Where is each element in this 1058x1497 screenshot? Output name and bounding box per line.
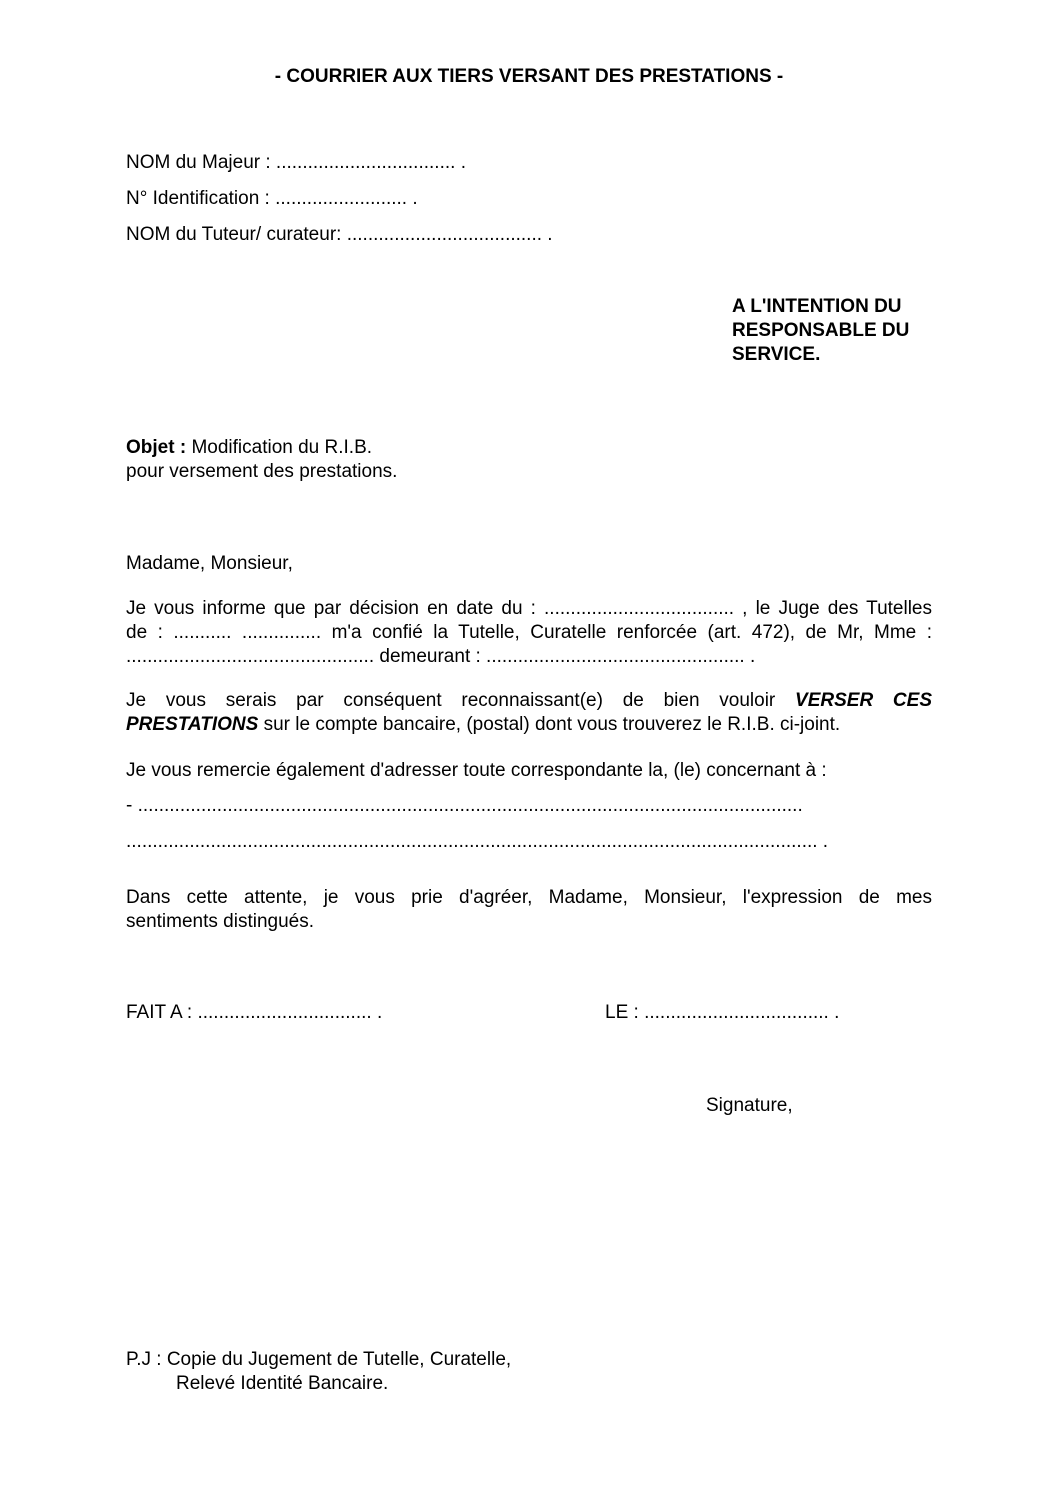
- objet-line-1: [126, 436, 372, 460]
- page-title: - COURRIER AUX TIERS VERSANT DES PRESTATIONS -: [274, 66, 784, 87]
- pj-line-1: P.J : Copie du Jugement de Tutelle, Curatelle,: [126, 1349, 512, 1370]
- para2-emphasis-2: PRESTATIONS: [126, 714, 259, 735]
- signature-label: Signature,: [706, 1095, 793, 1116]
- para2-line-2: [126, 713, 840, 737]
- dotted-line-1: - ..............................................................................................................................: [126, 795, 803, 816]
- le-field: LE : ................................... .: [605, 1002, 840, 1023]
- salutation: Madame, Monsieur,: [126, 553, 293, 574]
- identification-field: N° Identification : ......................... .: [126, 188, 418, 209]
- recipient-line-2: RESPONSABLE DU: [732, 320, 910, 341]
- objet-text: Modification du R.I.B.: [186, 437, 373, 458]
- objet-line-2: pour versement des prestations.: [126, 461, 398, 482]
- para2-line-2-text: sur le compte bancaire, (postal) dont vous trouverez le R.I.B. ci-joint.: [258, 714, 841, 735]
- para2-line-1-text: Je vous serais par conséquent reconnaissant(e) de bien vouloir: [126, 690, 776, 711]
- dotted-line-2: ................................................................................................................................... .: [126, 831, 829, 852]
- para2-emphasis-1: VERSER CES: [795, 690, 932, 711]
- pj-line-2: Relevé Identité Bancaire.: [176, 1373, 389, 1394]
- fait-a-field: FAIT A : ................................. .: [126, 1002, 383, 1023]
- para3: Je vous remercie également d'adresser toute correspondante la, (le) concernant à :: [126, 760, 827, 781]
- recipient-line-1: A L'INTENTION DU: [732, 296, 902, 317]
- closing-line-2: sentiments distingués.: [126, 911, 314, 932]
- para1-line-2: de : ........... ............... m'a confié la Tutelle, Curatelle renforcée (art. 472), de Mr, Mme :: [126, 622, 932, 643]
- para1-line-3: ............................................... demeurant : ................................................. .: [126, 646, 756, 667]
- tuteur-field: NOM du Tuteur/ curateur: ..................................... .: [126, 224, 553, 245]
- para1-line-1: Je vous informe que par décision en date du : .................................... , le Juge des Tutelles: [126, 598, 932, 619]
- objet-label: Objet :: [126, 437, 187, 458]
- closing-line-1: Dans cette attente, je vous prie d'agréer, Madame, Monsieur, l'expression de mes: [126, 887, 932, 908]
- majeur-field: NOM du Majeur : .................................. .: [126, 152, 466, 173]
- para2-line-1: [126, 689, 932, 713]
- recipient-line-3: SERVICE.: [732, 344, 821, 365]
